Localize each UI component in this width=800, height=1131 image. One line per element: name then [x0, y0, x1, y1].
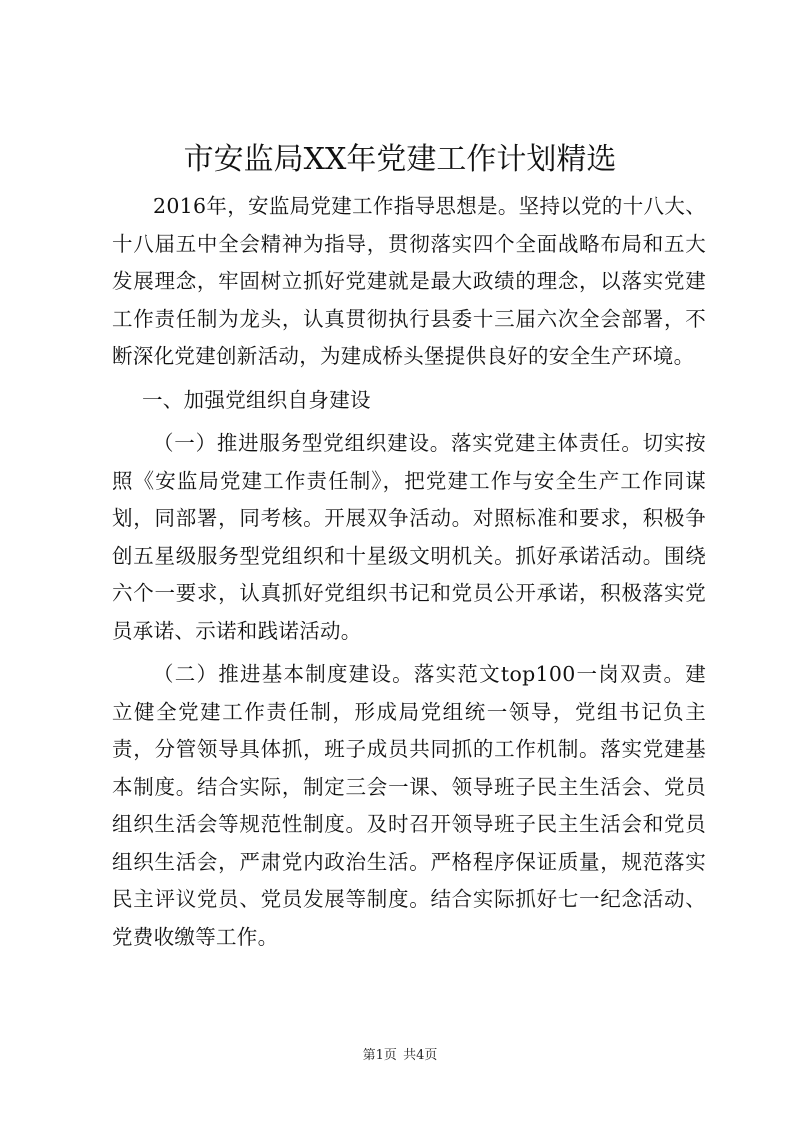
section-heading-1: 一、加强党组织自身建设 [142, 387, 371, 412]
paragraph-service-organization: （一）推进服务型党组织建设。落实党建主体责任。切实按照《安监局党建工作责任制》，把党建工作与安全生产工作同谋划，同部署，同考核。开展双争活动。对照标准和要求，积极争创五星级服务型党组织和十星级文明机关。抓好承诺活动。围绕六个一要求，认真抓好党组织书记和党员公开承诺，积极落实党员承诺、示诺和践诺活动。 [112, 431, 706, 643]
page-number: 第1页 [362, 1048, 397, 1063]
page-total: 共4页 [403, 1048, 438, 1063]
page-footer [0, 1047, 800, 1065]
document-body [112, 188, 706, 956]
document-title: 市安监局XX年党建工作计划精选 [183, 142, 617, 177]
paragraph-basic-system: （二）推进基本制度建设。落实范文top100一岗双责。建立健全党建工作责任制，形成局党组统一领导，党组书记负主责，分管领导具体抓，班子成员共同抓的工作机制。落实党建基本制度。结合实际，制定三会一课、领导班子民主生活会、党员组织生活会等规范性制度。及时召开领导班子民主生活会和党员组织生活会，严肃党内政治生活。严格程序保证质量，规范落实民主评议党员、党员发展等制度。结合实际抓好七一纪念活动、党费收缴等工作。 [112, 662, 706, 949]
paragraph-guiding-thought: 2016年，安监局党建工作指导思想是。坚持以党的十八大、十八届五中全会精神为指导，贯彻落实四个全面战略布局和五大发展理念，牢固树立抓好党建就是最大政绩的理念，以落实党建工作责任制为龙头，认真贯彻执行县委十三届六次全会部署，不断深化党建创新活动，为建成桥头堡提供良好的安全生产环境。 [112, 194, 706, 368]
